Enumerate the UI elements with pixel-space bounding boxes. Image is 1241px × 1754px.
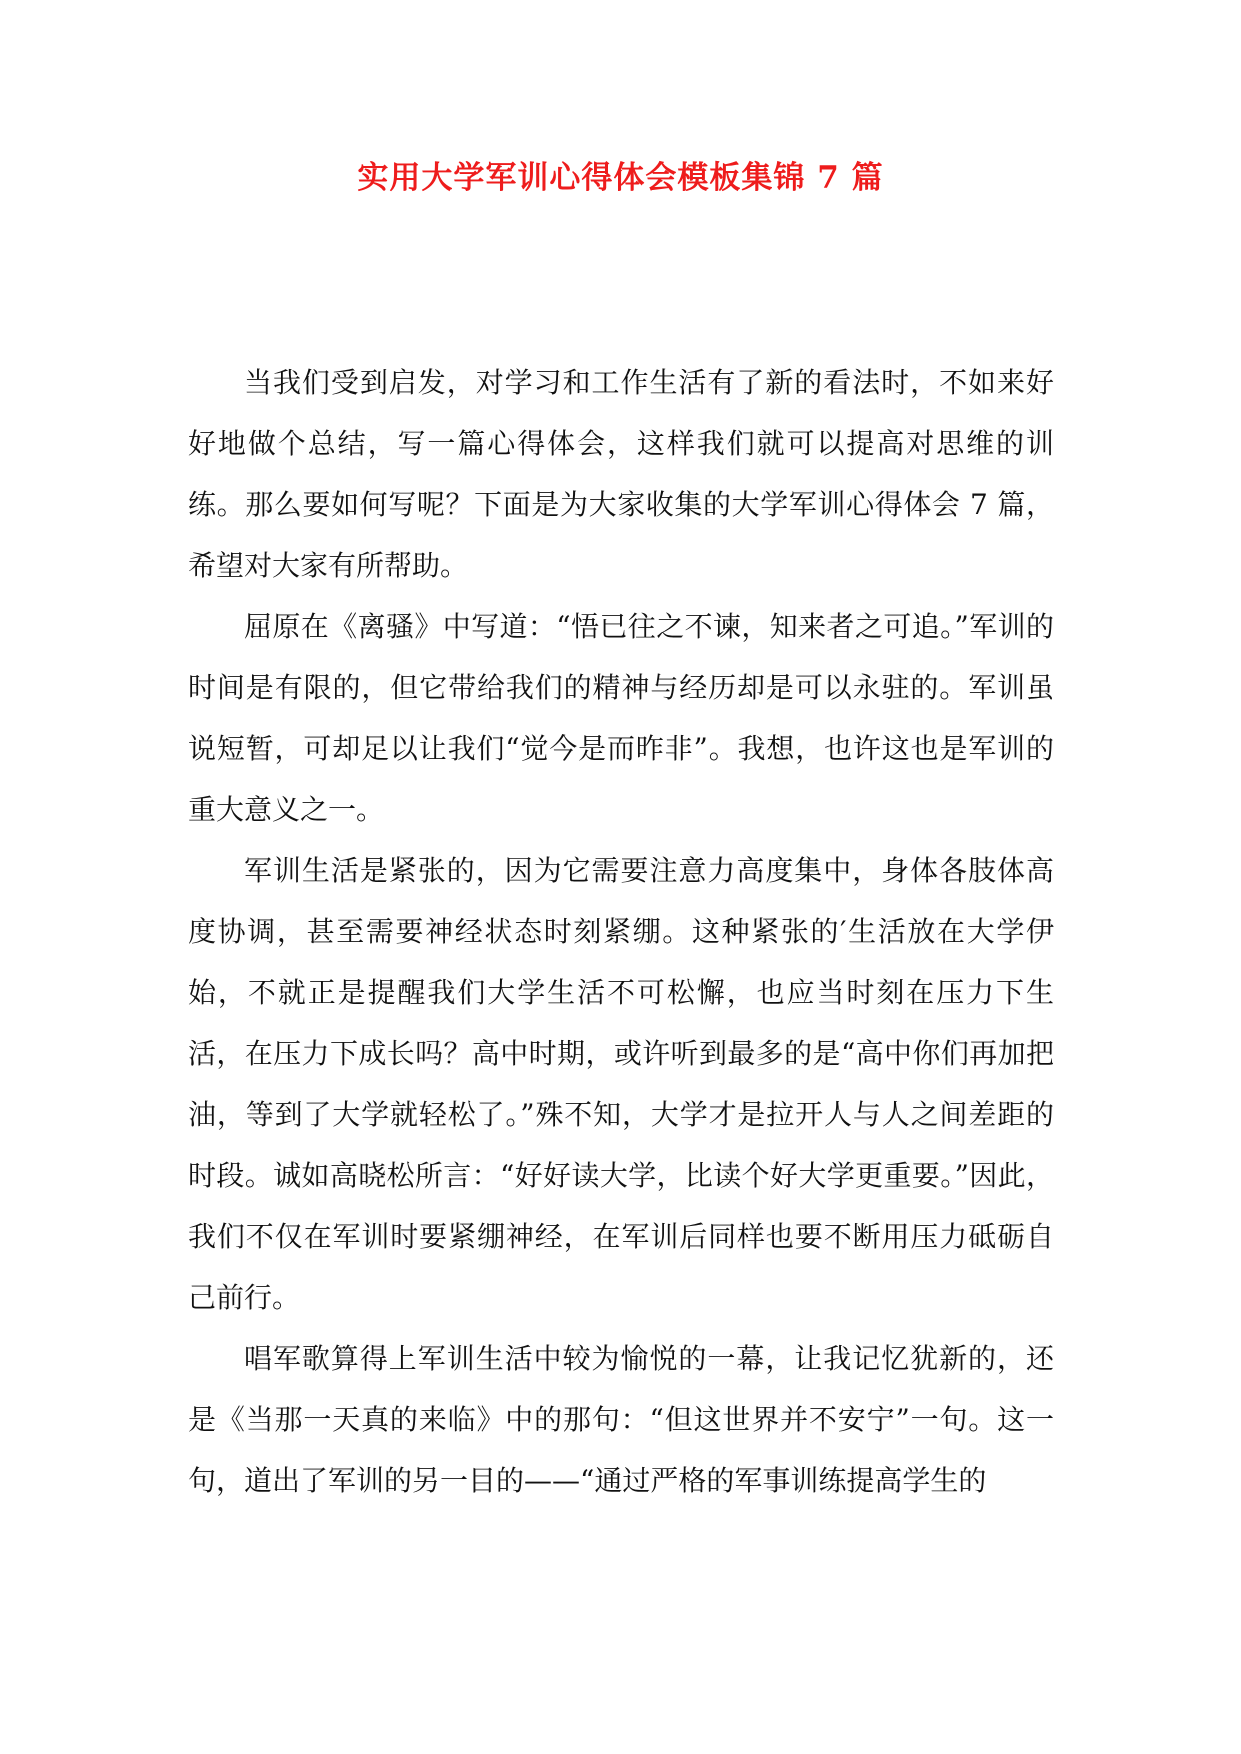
paragraph-military-songs: 唱军歌算得上军训生活中较为愉悦的一幕，让我记忆犹新的，还是《当那一天真的来临》中的那句：“但这世界并不安宁”一句。这一句，道出了军训的另一目的——“通过严格的军事训练提高学生的 — [188, 1342, 1054, 1497]
paragraph-training-tension: 军训生活是紧张的，因为它需要注意力高度集中，身体各肢体高度协调，甚至需要神经状态时刻紧绷。这种紧张的′生活放在大学伊始，不就正是提醒我们大学生活不可松懈，也应当时刻在压力下生活，在压力下成长吗？高中时期，或许听到最多的是“高中你们再加把油，等到了大学就轻松了。”殊不知，大学才是拉开人与人之间差距的时段。诚如高晓松所言：“好好读大学，比读个好大学更重要。”因此，我们不仅在军训时要紧绷神经，在军训后同样也要不断用压力砥砺自己前行。 — [188, 854, 1054, 1314]
document-body — [188, 352, 1054, 1511]
document-title: 实用大学军训心得体会模板集锦 7 篇 — [357, 160, 884, 196]
paragraph-intro: 当我们受到启发，对学习和工作生活有了新的看法时，不如来好好地做个总结，写一篇心得体会，这样我们就可以提高对思维的训练。那么要如何写呢？下面是为大家收集的大学军训心得体会 7 篇，希望对大家有所帮助。 — [188, 366, 1054, 582]
paragraph-lisao-quote: 屈原在《离骚》中写道：“悟已往之不谏，知来者之可追。”军训的时间是有限的，但它带给我们的精神与经历却是可以永驻的。军训虽说短暂，可却足以让我们“觉今是而昨非”。我想，也许这也是军训的重大意义之一。 — [188, 610, 1054, 826]
